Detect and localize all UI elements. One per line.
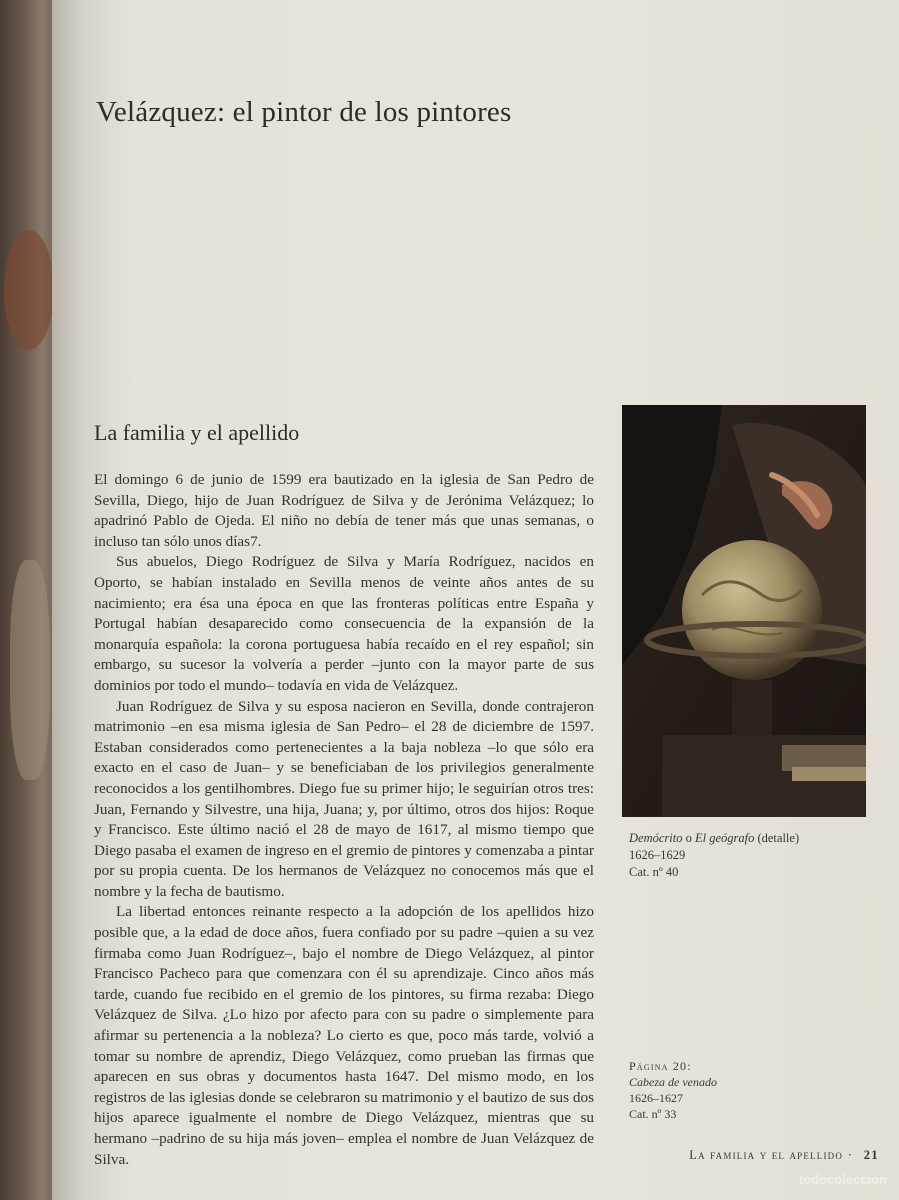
- previous-page-painting-fragment-lower: [10, 560, 50, 780]
- running-head-separator: ·: [847, 1148, 854, 1162]
- section-heading: La familia y el apellido: [94, 420, 300, 445]
- page-title: Velázquez: el pintor de los pintores: [96, 96, 512, 128]
- running-head: [689, 1148, 879, 1163]
- caption-connector: o: [682, 831, 695, 845]
- secondary-caption-label: Página 20:: [629, 1059, 692, 1073]
- book-page: [52, 0, 899, 1200]
- body-text: [94, 470, 594, 1170]
- secondary-caption-title: Cabeza de venado: [629, 1075, 717, 1089]
- caption-catalog: Cat. nº 40: [629, 865, 679, 879]
- painting-democritus-globe: [622, 405, 866, 817]
- previous-page-painting-fragment: [4, 230, 54, 350]
- caption-title-line: [629, 830, 869, 847]
- secondary-caption: [629, 1058, 869, 1122]
- secondary-caption-catalog: Cat. nº 33: [629, 1107, 677, 1121]
- painting-caption: [629, 830, 869, 881]
- running-head-text: La familia y el apellido: [689, 1148, 844, 1162]
- watermark: todocoleccion: [798, 1172, 887, 1187]
- paragraph: El domingo 6 de junio de 1599 era bautizado en la iglesia de San Pedro de Sevilla, Diego, hijo de Juan Rodríguez de Silva y de Jerónima Velázquez; lo apadrinó Pablo de Ojeda. El niño no debía de tener más que unas semanas, o incluso tan sólo unos días7.: [94, 471, 594, 550]
- paragraph: La libertad entonces reinante respecto a la adopción de los apellidos hizo posible que, a la edad de doce años, fuera confiado por su padre –quien a su vez firmaba como Juan Rodríguez–, bajo el nombre de Diego Velázquez, al pintor Francisco Pacheco para que comenzara con él su aprendizaje. Cinco años más tarde, cuando fue recibido en el gremio de los pintores, su firma rezaba: Diego Velázquez de Silva. ¿Lo hizo por afecto para con su padre o simplemente para afirmar su pertenencia a la nobleza? Lo cierto es que, poco más tarde, volvió a tomar su nombre de aprendiz, Diego Velázquez, como prueban las firmas que aparecen en sus obras y documentos hasta 1647. Del mismo modo, en los registros de las iglesias donde se celebraron su matrimonio y el bautizo de sus dos hijos aparece igualmente el nombre de Diego Velázquez, mientras que su hermano –padrino de su hija más joven– emplea el nombre de Juan Velázquez de Silva.: [94, 903, 594, 1168]
- paragraph: Juan Rodríguez de Silva y su esposa nacieron en Sevilla, donde contrajeron matrimonio –en esa misma iglesia de San Pedro– el 28 de diciembre de 1597. Estaban considerados como pertenecientes a la baja nobleza –lo que sólo era exacto en el caso de Juan– y se beneficiaban de los privilegios generalmente reconocidos a los gentilhombres. Diego fue su primer hijo; le seguirían otros tres: Juan, Fernando y Silvestre, una hija, Juana; y, por último, otros dos hijos: Roque y Francisco. Este último nació el 28 de mayo de 1617, al mismo tiempo que Diego pasaba el examen de ingreso en el gremio de pintores y comenzaba a pintar por su propia cuenta. De los hermanos de Velázquez no conocemos más que el nombre y la fecha de bautismo.: [94, 697, 594, 900]
- secondary-caption-dates: 1626–1627: [629, 1091, 683, 1105]
- page-number: 21: [863, 1148, 879, 1162]
- painting-image: [622, 405, 866, 817]
- caption-dates: 1626–1629: [629, 848, 686, 862]
- caption-title-2: El geógrafo: [694, 831, 755, 845]
- paragraph: Sus abuelos, Diego Rodríguez de Silva y María Rodríguez, nacidos en Oporto, se habían instalado en Sevilla menos de veinte años antes de su nacimiento; era ésa una época en que las fronteras políticas entre España y Portugal habían desaparecido como consecuencia de la expansión de la monarquía española: la corona portuguesa había recaído en el rey español; sin embargo, su sucesor la volvería a perder –junto con la mayor parte de sus dominios por todo el mundo– todavía en vida de Velázquez.: [94, 553, 594, 694]
- caption-suffix: (detalle): [754, 831, 800, 845]
- caption-title-1: Demócrito: [629, 831, 683, 845]
